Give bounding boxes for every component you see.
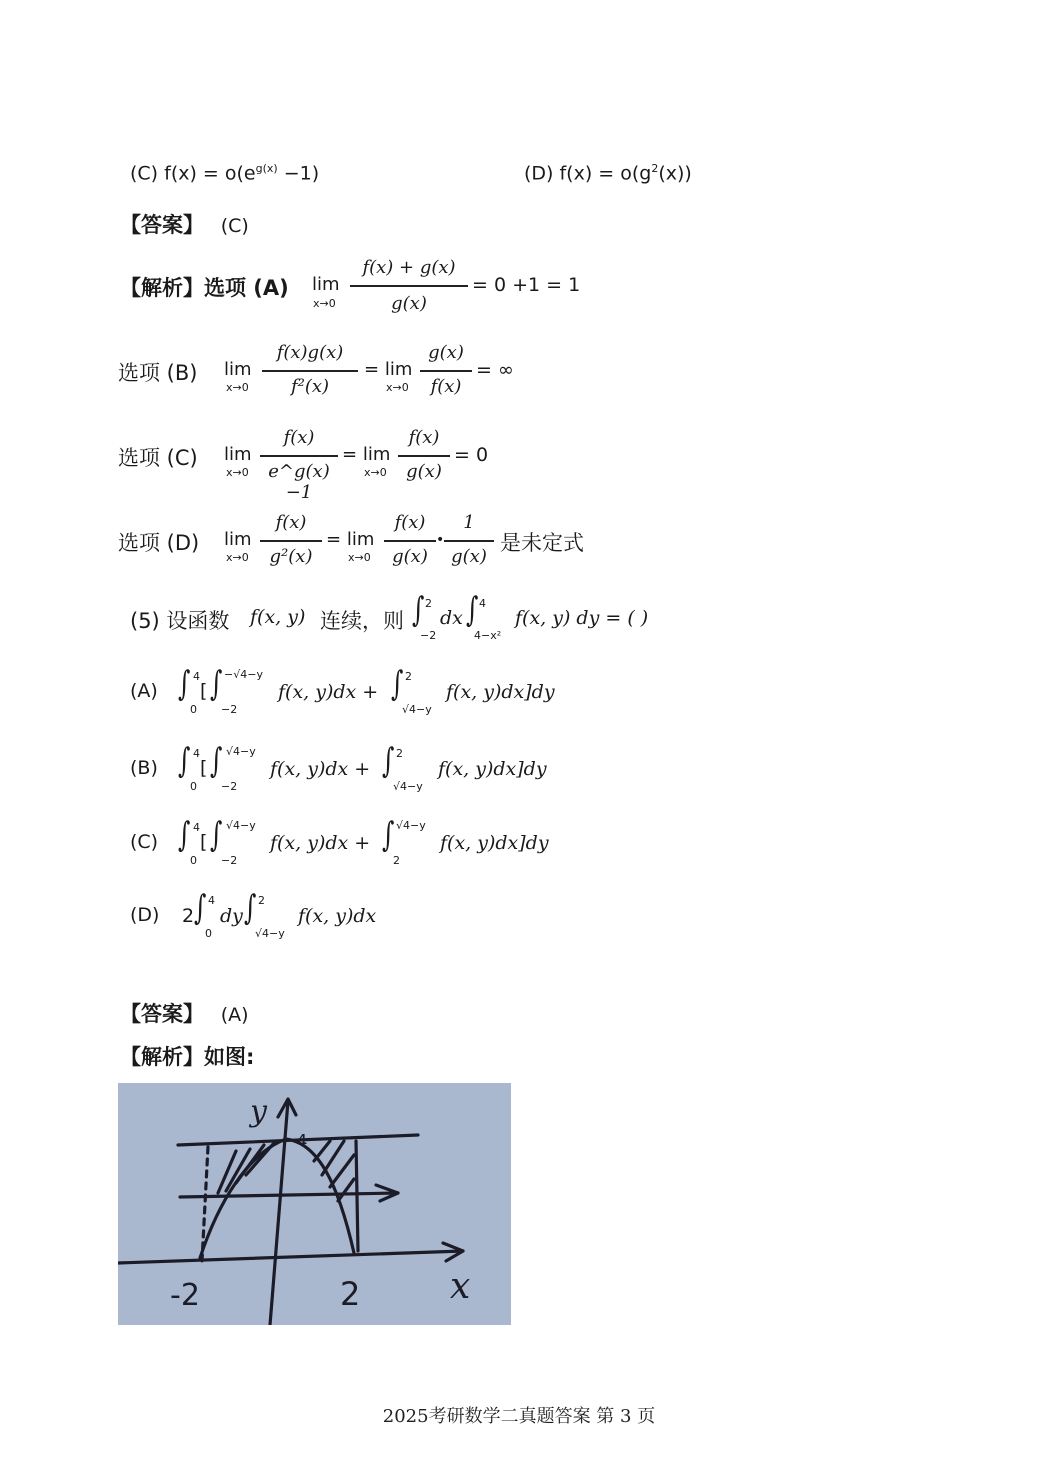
lim-a: lim [312,274,340,295]
lim-c2-text: lim [362,444,391,465]
fraction-d2 [384,510,436,572]
choice-c-expr: f(x, y)dx + [270,832,371,854]
answer-q5 [120,998,249,1028]
choice-d-int2-hi: 2 [258,894,265,907]
choice-c-int1-lo: 0 [190,854,197,867]
frac-d2-bar [384,540,436,542]
option-c-text: (C) f(x) = o(e [130,162,256,185]
lim-b2: = lim [364,359,413,380]
analysis-label-a: 【解析】选项 (A) [120,276,289,300]
fraction-b2 [420,340,472,402]
frac-d3-den: g(x) [451,546,487,567]
line-right [356,1141,358,1251]
lim-c1: lim [224,444,252,465]
fraction-d1 [260,510,322,572]
choice-c-int3: ∫ [382,815,395,855]
result-b: = ∞ [476,359,514,381]
lim-sub-b2: x→0 [386,381,409,394]
q5-int2-hi: 4 [479,597,486,610]
choice-b-int3-hi: 2 [396,747,403,760]
integral-sign-2: ∫ [466,590,479,630]
choice-a-int1-lo: 0 [190,703,197,716]
frac-d1-den: g²(x) [269,546,313,567]
option-c-q4 [130,162,319,184]
choice-a-int3: ∫ [391,664,404,704]
lim-sub-a: x→0 [313,297,336,310]
question-5-fxy: f(x, y) [250,606,306,628]
frac-a-den: g(x) [391,293,427,314]
answer-q5-value: (A) [220,1004,249,1026]
page-footer: 2025考研数学二真题答案 第 3 页 [382,1406,656,1427]
choice-d-int1: ∫ [194,888,207,928]
sketch-tick-4: 4 [296,1131,308,1152]
choice-d-int2-lo: √4−y [255,927,285,940]
answer-q5-label: 【答案】 [120,1002,204,1026]
frac-d2-den: g(x) [392,546,428,567]
choice-d-tail: f(x, y)dx [298,905,377,927]
lim-d1: lim [224,529,252,550]
frac-d1-bar [260,540,322,542]
choice-b-int2: ∫ [210,741,223,781]
choice-a-int2-hi: −√4−y [224,668,263,681]
choice-b-expr: f(x, y)dx + [270,758,371,780]
choice-d-int2: ∫ [244,888,257,928]
integral-sign-1: ∫ [412,590,425,630]
sketch-x-label: x [450,1266,471,1307]
fraction-b1 [262,340,358,402]
frac-b1-bar [262,370,358,372]
choice-b-int3-lo: √4−y [393,780,423,793]
question-5-text2: 连续，则 [320,609,404,633]
choice-b-int1-hi: 4 [193,747,200,760]
frac-d3-bar [444,540,494,542]
q5-tail: f(x, y) dy = ( ) [515,607,649,629]
fraction-d3 [444,510,494,572]
choice-c-int2-lo: −2 [221,854,238,867]
q5-int2-lo: 4−x² [474,629,502,642]
frac-c1-den: e^g(x) −1 [268,461,330,503]
lim-sub-d2: x→0 [348,551,371,564]
frac-c2-den: g(x) [406,461,442,482]
choice-d-label: (D) [130,904,160,926]
choice-d-int1-hi: 4 [208,894,215,907]
choice-c-int1: ∫ [178,815,191,855]
q5-int-hi: 2 [425,597,432,610]
choice-a-int3-lo: √4−y [402,703,432,716]
fraction-c2 [398,425,450,487]
analysis-label-d: 选项 (D) [118,531,200,555]
lim-sub-b1: x→0 [226,381,249,394]
choice-d-dy: dy [220,905,243,927]
fraction-c1 [260,425,338,503]
dot-operator: • [436,532,445,548]
frac-b1-den: f²(x) [290,376,330,397]
lim-sub-c1: x→0 [226,466,249,479]
choice-c-expr2: f(x, y)dx]dy [440,832,549,854]
choice-a-int2-lo: −2 [221,703,238,716]
choice-b-int1: ∫ [178,741,191,781]
choice-b-label: (B) [130,757,158,779]
choice-c-label: (C) [130,831,159,853]
option-d-q4 [524,162,692,184]
choice-c-int1-hi: 4 [193,821,200,834]
lim-sub-c2: x→0 [364,466,387,479]
option-d-sup: 2 [651,162,659,175]
analysis-label-b: 选项 (B) [118,361,198,385]
answer-q4 [120,209,249,239]
frac-d3-num: 1 [463,512,475,533]
result-c: = 0 [454,444,489,466]
choice-a-int3-hi: 2 [405,670,412,683]
sketch-tick-2: 2 [340,1275,361,1313]
choice-b-int2-hi: √4−y [226,745,256,758]
frac-c1-num: f(x) [283,427,315,448]
frac-b2-den: f(x) [430,376,462,397]
option-c-sup: g(x) [255,162,278,175]
frac-c2-bar [398,455,450,457]
choice-c-int2-hi: √4−y [226,819,256,832]
choice-a-int2: ∫ [210,664,223,704]
choice-b-int1-lo: 0 [190,780,197,793]
result-d: 是未定式 [500,531,584,555]
choice-c-int2: ∫ [210,815,223,855]
choice-a-label: (A) [130,680,158,702]
sketch-y-label: y [250,1094,267,1129]
choice-b-int3: ∫ [382,741,395,781]
question-5-text: (5) 设函数 [130,609,230,633]
answer-value: (C) [220,215,249,237]
choice-d-coef: 2 [182,905,195,927]
lim-b1: lim [224,359,252,380]
frac-c2-num: f(x) [408,427,440,448]
hand-sketch-figure [118,1083,511,1325]
q5-int-lo: −2 [420,629,437,642]
choice-b-bracket: [ [200,757,208,779]
choice-a-int1: ∫ [178,664,191,704]
lim-b2-text: lim [384,359,413,380]
frac-d1-num: f(x) [275,512,307,533]
lim-d2: = lim [326,529,375,550]
choice-a-int1-hi: 4 [193,670,200,683]
choice-c-int3-lo: 2 [393,854,400,867]
frac-b2-bar [420,370,472,372]
lim-d2-text: lim [346,529,375,550]
choice-a-bracket: [ [200,680,208,702]
sketch-tick-neg2: -2 [170,1278,200,1313]
analysis-label-c: 选项 (C) [118,446,198,470]
choice-c-int3-hi: √4−y [396,819,426,832]
lim-c2: = lim [342,444,391,465]
answer-label: 【答案】 [120,213,204,237]
choice-c-bracket: [ [200,831,208,853]
frac-a-bar [350,285,468,287]
frac-b1-num: f(x)g(x) [276,342,344,363]
frac-b2-num: g(x) [428,342,464,363]
choice-b-int2-lo: −2 [221,780,238,793]
option-d-tail: (x)) [658,162,692,185]
choice-a-expr2: f(x, y)dx]dy [446,681,555,703]
fraction-a [350,255,468,317]
choice-d-int1-lo: 0 [205,927,212,940]
choice-a-expr: f(x, y)dx + [278,681,379,703]
lim-sub-d1: x→0 [226,551,249,564]
option-c-tail: −1) [277,162,320,185]
analysis-q5-label: 【解析】如图: [120,1045,255,1069]
choice-b-expr2: f(x, y)dx]dy [438,758,547,780]
frac-a-num: f(x) + g(x) [362,257,456,278]
frac-c1-bar [260,455,338,457]
result-a: = 0 +1 = 1 [472,274,581,296]
q5-dx: dx [440,607,463,629]
frac-d2-num: f(x) [394,512,426,533]
option-d-text: (D) f(x) = o(g [524,162,652,185]
